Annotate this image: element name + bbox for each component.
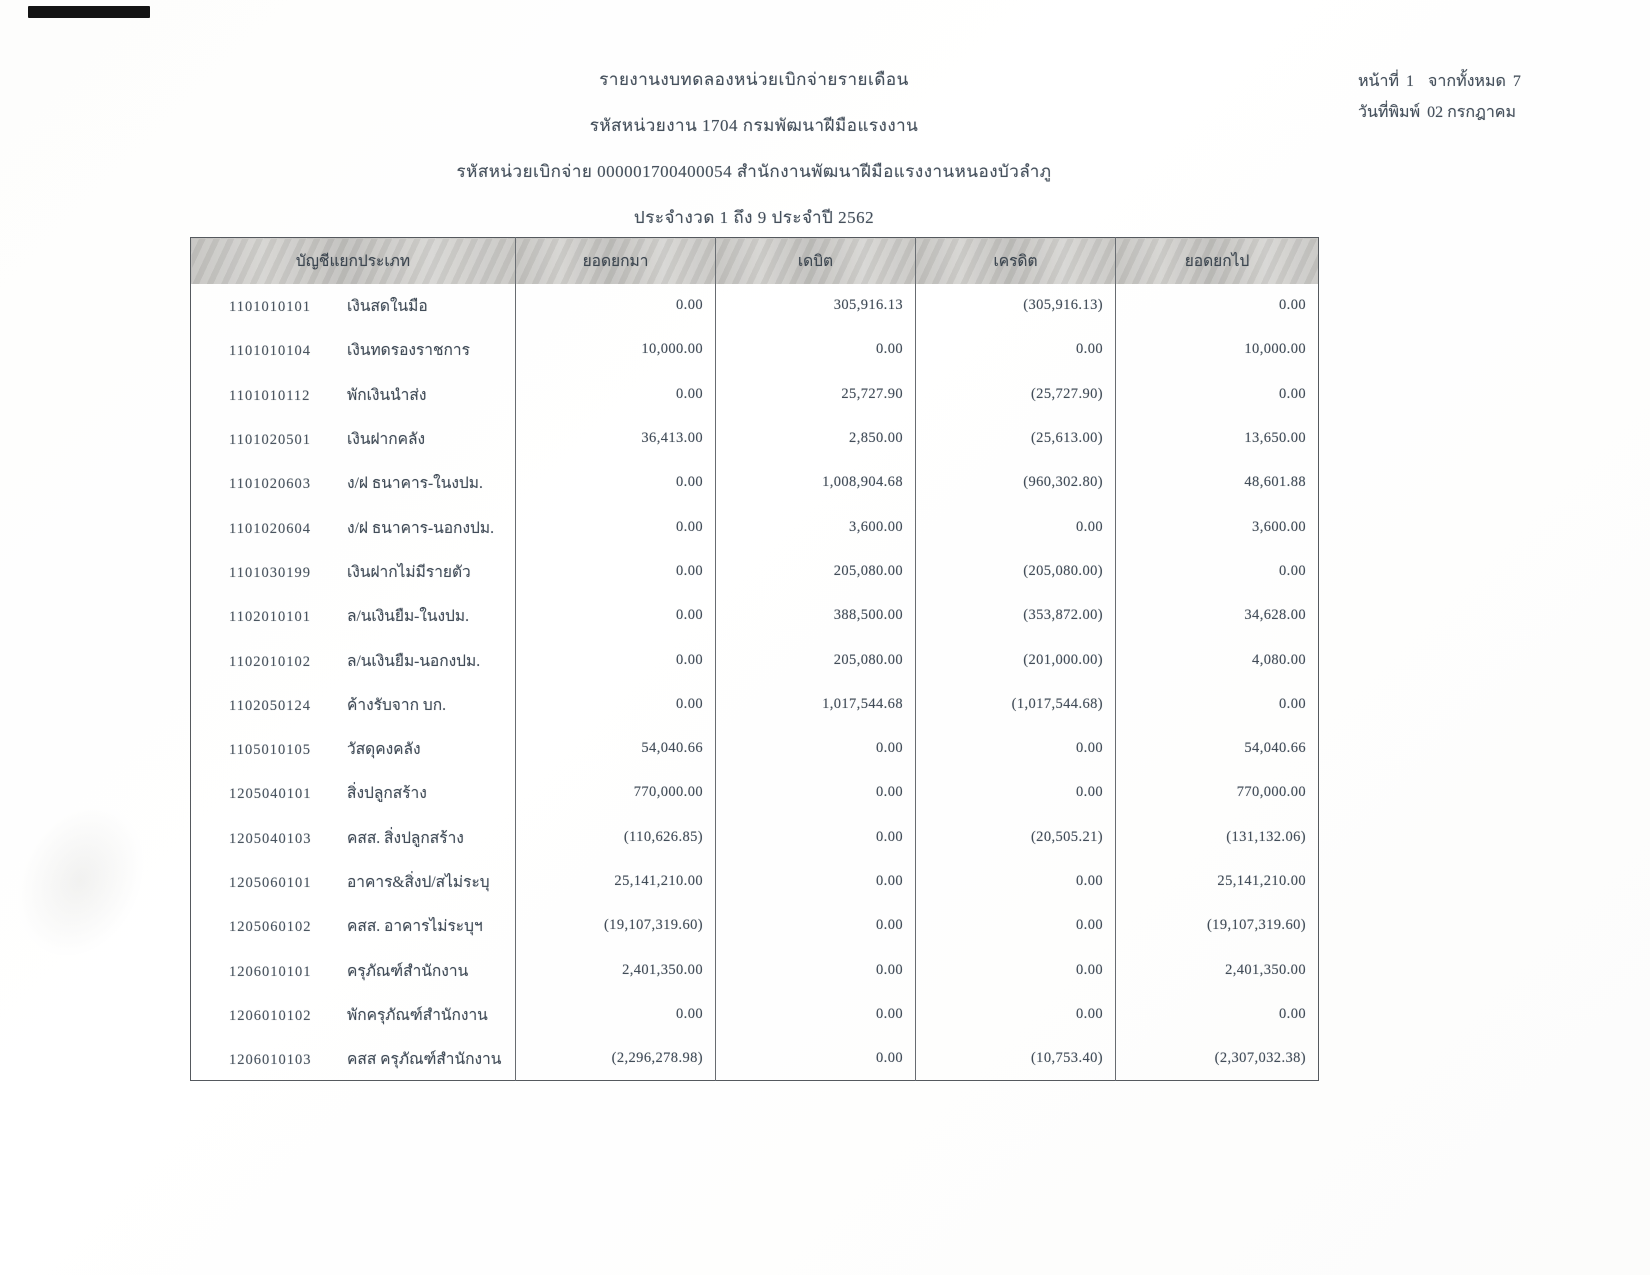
account-name: ง/ฝ ธนาคาร-ในงปม. — [347, 475, 483, 493]
debit-value: 2,850.00 — [716, 416, 916, 460]
account-name: คสส ครุภัณฑ์สำนักงาน — [347, 1050, 502, 1068]
opening-balance-value: 0.00 — [516, 284, 716, 328]
closing-balance-value: 0.00 — [1116, 372, 1319, 416]
opening-balance-value: 770,000.00 — [516, 771, 716, 815]
account-name: เงินทดรองราชการ — [347, 342, 470, 360]
account-cell — [191, 505, 516, 549]
account-code: 1101020501 — [229, 432, 311, 449]
account-code: 1102010101 — [229, 609, 311, 626]
debit-value: 0.00 — [716, 1037, 916, 1081]
account-cell — [191, 859, 516, 903]
closing-balance-value: (2,307,032.38) — [1116, 1037, 1319, 1081]
opening-balance-value: 0.00 — [516, 682, 716, 726]
opening-balance-value: 10,000.00 — [516, 328, 716, 372]
scan-artifact-smudge — [0, 782, 168, 978]
closing-balance-value: 2,401,350.00 — [1116, 948, 1319, 992]
table-row — [191, 638, 1319, 682]
credit-value: (305,916.13) — [916, 284, 1116, 328]
debit-value: 305,916.13 — [716, 284, 916, 328]
account-name: เงินฝากคลัง — [347, 431, 426, 449]
account-code: 1206010102 — [229, 1007, 312, 1024]
opening-balance-value: 0.00 — [516, 372, 716, 416]
closing-balance-value: 0.00 — [1116, 992, 1319, 1036]
account-code: 1101030199 — [229, 564, 311, 581]
report-title: รายงานงบทดลองหน่วยเบิกจ่ายรายเดือน — [599, 70, 909, 89]
account-cell — [191, 904, 516, 948]
account-name: เงินฝากไม่มีรายตัว — [347, 563, 471, 581]
page-meta — [1358, 66, 1521, 128]
debit-value: 0.00 — [716, 815, 916, 859]
credit-value: 0.00 — [916, 904, 1116, 948]
opening-balance-value: (110,626.85) — [516, 815, 716, 859]
credit-value: (201,000.00) — [916, 638, 1116, 682]
account-cell — [191, 948, 516, 992]
agency-code-line: รหัสหน่วยงาน 1704 กรมพัฒนาฝีมือแรงงาน — [589, 116, 919, 135]
opening-balance-value: 0.00 — [516, 505, 716, 549]
credit-value: (353,872.00) — [916, 594, 1116, 638]
account-name: ง/ฝ ธนาคาร-นอกงปม. — [347, 519, 494, 537]
debit-value: 0.00 — [716, 726, 916, 770]
scan-artifact-strip — [28, 6, 150, 18]
opening-balance-value: 0.00 — [516, 461, 716, 505]
print-date-label: วันที่พิมพ์ — [1358, 104, 1421, 121]
debit-value: 1,017,544.68 — [716, 682, 916, 726]
credit-value: 0.00 — [916, 771, 1116, 815]
table-row — [191, 549, 1319, 593]
table-row — [191, 416, 1319, 460]
table-row — [191, 859, 1319, 903]
account-code: 1101010101 — [229, 299, 311, 316]
table-row — [191, 505, 1319, 549]
opening-balance-value: 0.00 — [516, 638, 716, 682]
closing-balance-value: (19,107,319.60) — [1116, 904, 1319, 948]
print-date: 02 กรกฎาคม — [1427, 104, 1517, 121]
col-header-debit: เดบิต — [716, 238, 916, 284]
opening-balance-value: 0.00 — [516, 594, 716, 638]
credit-value: (1,017,544.68) — [916, 682, 1116, 726]
account-name: วัสดุคงคลัง — [347, 741, 421, 759]
account-code: 1101010104 — [229, 343, 311, 360]
account-name: ล/นเงินยืม-ในงปม. — [347, 608, 469, 626]
account-cell — [191, 638, 516, 682]
closing-balance-value: 0.00 — [1116, 549, 1319, 593]
trial-balance-table — [190, 237, 1319, 1081]
table-row — [191, 904, 1319, 948]
debit-value: 0.00 — [716, 992, 916, 1036]
account-code: 1205060102 — [229, 919, 312, 936]
account-name: คสส. อาคารไม่ระบุฯ — [347, 918, 483, 936]
print-date-line — [1358, 97, 1521, 128]
opening-balance-value: 25,141,210.00 — [516, 859, 716, 903]
credit-value: (960,302.80) — [916, 461, 1116, 505]
credit-value: 0.00 — [916, 992, 1116, 1036]
closing-balance-value: 25,141,210.00 — [1116, 859, 1319, 903]
account-code: 1206010103 — [229, 1051, 312, 1068]
opening-balance-value: 0.00 — [516, 549, 716, 593]
closing-balance-value: 48,601.88 — [1116, 461, 1319, 505]
account-cell — [191, 771, 516, 815]
account-cell — [191, 549, 516, 593]
account-code: 1102010102 — [229, 653, 311, 670]
account-name: คสส. สิ่งปลูกสร้าง — [347, 829, 464, 847]
closing-balance-value: 770,000.00 — [1116, 771, 1319, 815]
credit-value: (25,727.90) — [916, 372, 1116, 416]
account-name: ค้างรับจาก บก. — [347, 696, 446, 714]
account-cell — [191, 284, 516, 328]
account-code: 1101020604 — [229, 520, 311, 537]
col-header-closing-balance: ยอดยกไป — [1116, 238, 1319, 284]
opening-balance-value: 36,413.00 — [516, 416, 716, 460]
account-code: 1205060101 — [229, 875, 312, 891]
debit-value: 0.00 — [716, 859, 916, 903]
account-cell — [191, 594, 516, 638]
account-name: อาคาร&สิ่งป/สไม่ระบุ — [347, 874, 490, 891]
opening-balance-value: 2,401,350.00 — [516, 948, 716, 992]
credit-value: 0.00 — [916, 505, 1116, 549]
closing-balance-value: (131,132.06) — [1116, 815, 1319, 859]
table-row — [191, 948, 1319, 992]
account-code: 1102050124 — [229, 697, 311, 714]
table-header-row — [191, 238, 1319, 284]
table-row — [191, 992, 1319, 1036]
table-row — [191, 594, 1319, 638]
col-header-credit: เครดิต — [916, 238, 1116, 284]
credit-value: 0.00 — [916, 948, 1116, 992]
table-row — [191, 461, 1319, 505]
closing-balance-value: 10,000.00 — [1116, 328, 1319, 372]
report-header — [190, 66, 1318, 250]
account-cell — [191, 815, 516, 859]
account-name: พักเงินนำส่ง — [347, 386, 427, 404]
credit-value: 0.00 — [916, 328, 1116, 372]
account-name: สิ่งปลูกสร้าง — [347, 785, 427, 803]
credit-value: (10,753.40) — [916, 1037, 1116, 1081]
account-cell — [191, 372, 516, 416]
debit-value: 0.00 — [716, 328, 916, 372]
col-header-account: บัญชีแยกประเภท — [191, 238, 516, 284]
debit-value: 205,080.00 — [716, 549, 916, 593]
account-cell — [191, 461, 516, 505]
account-code: 1205040101 — [229, 786, 312, 803]
account-code: 1205040103 — [229, 830, 312, 847]
account-code: 1101020603 — [229, 476, 311, 493]
table-row — [191, 1037, 1319, 1081]
disbursement-unit-line: รหัสหน่วยเบิกจ่าย 000001700400054 สำนักงานพัฒนาฝีมือแรงงานหนองบัวลำภู — [456, 162, 1052, 181]
account-cell — [191, 416, 516, 460]
table-row — [191, 328, 1319, 372]
opening-balance-value: 54,040.66 — [516, 726, 716, 770]
debit-value: 25,727.90 — [716, 372, 916, 416]
account-name: ครุภัณฑ์สำนักงาน — [347, 962, 469, 980]
table-row — [191, 815, 1319, 859]
debit-value: 388,500.00 — [716, 594, 916, 638]
credit-value: (205,080.00) — [916, 549, 1116, 593]
account-code: 1105010105 — [229, 742, 311, 759]
closing-balance-value: 3,600.00 — [1116, 505, 1319, 549]
debit-value: 3,600.00 — [716, 505, 916, 549]
credit-value: 0.00 — [916, 726, 1116, 770]
debit-value: 0.00 — [716, 771, 916, 815]
account-code: 1206010101 — [229, 963, 312, 980]
table-row — [191, 682, 1319, 726]
page-label: หน้าที่ — [1358, 73, 1400, 90]
page-number: 1 — [1406, 73, 1415, 90]
account-cell — [191, 992, 516, 1036]
credit-value: (25,613.00) — [916, 416, 1116, 460]
total-pages: 7 — [1512, 73, 1521, 90]
account-cell — [191, 1037, 516, 1081]
account-name: พักครุภัณฑ์สำนักงาน — [347, 1006, 488, 1024]
account-name: เงินสดในมือ — [347, 298, 428, 316]
page-number-line — [1358, 66, 1521, 97]
col-header-opening-balance: ยอดยกมา — [516, 238, 716, 284]
debit-value: 1,008,904.68 — [716, 461, 916, 505]
account-name: ล/นเงินยืม-นอกงปม. — [347, 652, 481, 670]
closing-balance-value: 0.00 — [1116, 284, 1319, 328]
closing-balance-value: 54,040.66 — [1116, 726, 1319, 770]
credit-value: (20,505.21) — [916, 815, 1116, 859]
table-row — [191, 726, 1319, 770]
table-row — [191, 771, 1319, 815]
account-code: 1101010112 — [229, 387, 311, 404]
opening-balance-value: (19,107,319.60) — [516, 904, 716, 948]
debit-value: 205,080.00 — [716, 638, 916, 682]
account-cell — [191, 682, 516, 726]
total-pages-label: จากทั้งหมด — [1428, 73, 1506, 90]
account-cell — [191, 726, 516, 770]
account-cell — [191, 328, 516, 372]
closing-balance-value: 13,650.00 — [1116, 416, 1319, 460]
table-row — [191, 284, 1319, 328]
debit-value: 0.00 — [716, 904, 916, 948]
table-row — [191, 372, 1319, 416]
debit-value: 0.00 — [716, 948, 916, 992]
credit-value: 0.00 — [916, 859, 1116, 903]
period-line: ประจำงวด 1 ถึง 9 ประจำปี 2562 — [633, 208, 875, 227]
closing-balance-value: 0.00 — [1116, 682, 1319, 726]
closing-balance-value: 34,628.00 — [1116, 594, 1319, 638]
opening-balance-value: 0.00 — [516, 992, 716, 1036]
closing-balance-value: 4,080.00 — [1116, 638, 1319, 682]
opening-balance-value: (2,296,278.98) — [516, 1037, 716, 1081]
